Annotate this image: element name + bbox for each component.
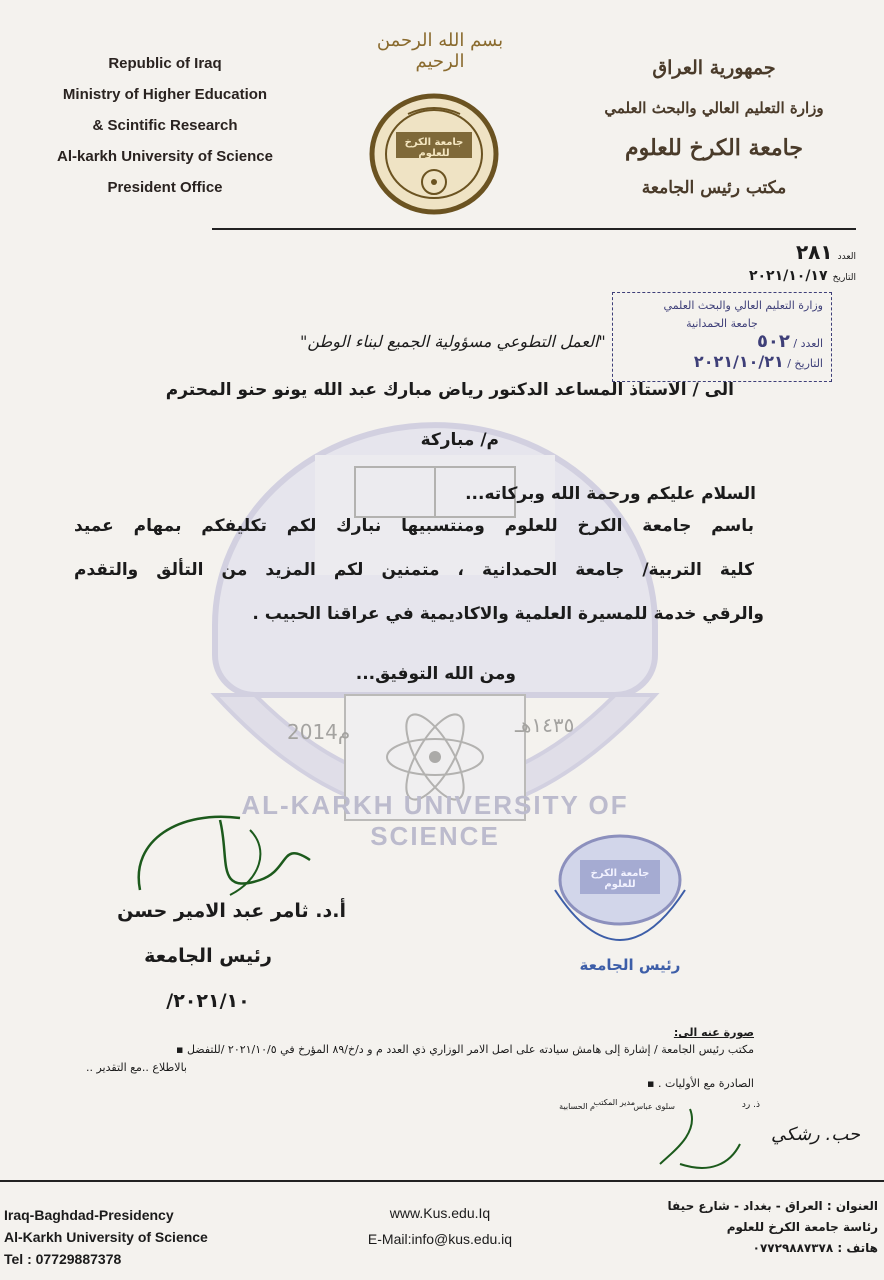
initials-area xyxy=(530,1096,860,1176)
footer-middle xyxy=(330,1200,550,1252)
header-arabic-block xyxy=(594,48,834,208)
reference-number-value: ٢٨١ xyxy=(795,240,833,264)
header-english-block xyxy=(0,48,330,203)
initial-scribble xyxy=(650,1104,760,1176)
watermark-ring-text: AL-KARKH UNIVERSITY OF SCIENCE xyxy=(241,790,629,851)
handwritten-signature xyxy=(120,800,320,910)
initial-1: حب. رشكي xyxy=(771,1124,860,1145)
copy-to-item-2: الصادرة مع الأوليات . ▪ xyxy=(647,1077,754,1090)
incoming-stamp-date xyxy=(621,353,823,373)
copy-to-heading: صورة عنه الى: xyxy=(673,1026,754,1039)
incoming-stamp-number-label: العدد / xyxy=(793,337,823,350)
letter-closing: ومن الله التوفيق... xyxy=(355,664,516,684)
footer-divider xyxy=(0,1180,884,1182)
incoming-stamp-number-value: ٥٠٢ xyxy=(756,331,790,352)
header-divider xyxy=(212,228,856,230)
reference-number-label: العدد xyxy=(837,252,856,262)
copy-to-item-1-text: مكتب رئيس الجامعة / إشارة إلى هامش سيادته على اصل الامر الوزاري ذي العدد م و د/خ/٨٩ المؤرخ في ٢٠٢١/١٠/٥ /للتفضل xyxy=(186,1043,754,1056)
footer-phone-en: Tel : 07729887378 xyxy=(4,1251,122,1267)
footer-email: E-Mail:info@kus.edu.iq xyxy=(367,1231,513,1247)
header-ministry-2: & Scintific Research xyxy=(92,117,238,134)
watermark-year-left: 2014م xyxy=(287,720,351,744)
signature-date: ٢٠٢١/١٠/ xyxy=(166,990,250,1012)
footer-university-ar: رئاسة جامعة الكرخ للعلوم xyxy=(726,1220,878,1234)
initial-4: مدير المكتب xyxy=(593,1098,635,1107)
incoming-stamp-line1: وزارة التعليم العالي والبحث العلمي xyxy=(663,299,823,312)
header-ar-university: جامعة الكرخ للعلوم xyxy=(625,135,803,161)
letter-greeting: السلام عليكم ورحمة الله وبركاته... xyxy=(465,484,756,504)
president-stamp-ring: رئيس الجامعة xyxy=(579,956,681,974)
university-logo xyxy=(368,92,500,216)
reference-number xyxy=(706,240,856,264)
copy-to-item-2-text: الصادرة مع الأوليات . xyxy=(657,1077,754,1090)
header-ar-country: جمهورية العراق xyxy=(652,57,776,79)
president-stamp-center: جامعة الكرخ للعلوم xyxy=(590,868,650,890)
header-university: Al-karkh University of Science xyxy=(57,148,273,165)
initial-3: سلوى عباس xyxy=(633,1102,675,1111)
bismillah: بسم الله الرحمن الرحيم xyxy=(376,30,504,72)
letter-body-line-3: والرقي خدمة للمسيرة العلمية والاكاديمية في عراقنا الحبيب . xyxy=(252,604,764,624)
signatory-title: رئيس الجامعة xyxy=(144,945,272,967)
letter-body-line-2: كلية التربية/ جامعة الحمدانية ، متمنين لكم المزيد من التألق والتقدم xyxy=(74,560,754,580)
copy-to-item-1b: بالاطلاع ..مع التقدير .. xyxy=(86,1061,187,1074)
footer-address-en: Iraq-Baghdad-Presidency xyxy=(4,1207,174,1223)
footer-address-ar: العنوان : العراق - بغداد - شارع حيفا xyxy=(667,1199,878,1213)
incoming-stamp-number xyxy=(621,333,823,353)
header-ar-office: مكتب رئيس الجامعة xyxy=(641,178,787,198)
incoming-stamp xyxy=(612,292,832,382)
header-ar-ministry: وزارة التعليم العالي والبحث العلمي xyxy=(604,99,824,117)
initial-2: ذ. رد xyxy=(741,1100,760,1110)
copy-to-item-1: مكتب رئيس الجامعة / إشارة إلى هامش سيادته على اصل الامر الوزاري ذي العدد م و د/خ/٨٩ المؤرخ في ٢٠٢١/١٠/٥ /للتفضل ▪ xyxy=(176,1043,754,1056)
reference-date xyxy=(700,265,856,284)
initial-5: م الحسابية xyxy=(559,1102,595,1111)
signatory-name: أ.د. ثامر عبد الامير حسن xyxy=(117,900,346,922)
watermark-year-right: ١٤٣٥هـ xyxy=(515,713,575,737)
footer-phone-ar: هاتف : ٠٧٧٢٩٨٨٧٣٧٨ xyxy=(752,1241,878,1255)
footer-left xyxy=(4,1204,244,1270)
reference-date-value: ٢٠٢١/١٠/١٧ xyxy=(748,268,828,284)
logo-text: جامعة الكرخ للعلوم xyxy=(404,137,464,159)
footer-website: www.Kus.edu.Iq xyxy=(389,1205,491,1221)
incoming-stamp-date-value: ٢٠٢١/١٠/٢١ xyxy=(693,352,784,371)
letter-recipient: الى / الاستاذ المساعد الدكتور رياض مبارك عبد الله يونو حنو المحترم xyxy=(165,380,734,400)
letter-body-line-1: باسم جامعة الكرخ للعلوم ومنتسبيها نبارك لكم تكليفكم بمهام عميد xyxy=(74,516,754,536)
footer-right xyxy=(618,1196,878,1259)
incoming-stamp-date-label: التاريخ / xyxy=(787,357,823,370)
motto: "العمل التطوعي مسؤولية الجميع لبناء الوطن" xyxy=(300,332,606,351)
header-ministry: Ministry of Higher Education xyxy=(62,86,268,103)
president-stamp xyxy=(545,820,695,990)
reference-date-label: التاريخ xyxy=(832,273,856,283)
letter-subject: م/ مباركة xyxy=(420,430,499,450)
footer-university-en: Al-Karkh University of Science xyxy=(4,1229,208,1245)
header-office: President Office xyxy=(107,179,223,196)
incoming-stamp-line2: جامعة الحمدانية xyxy=(686,317,758,330)
header-country: Republic of Iraq xyxy=(108,55,222,72)
